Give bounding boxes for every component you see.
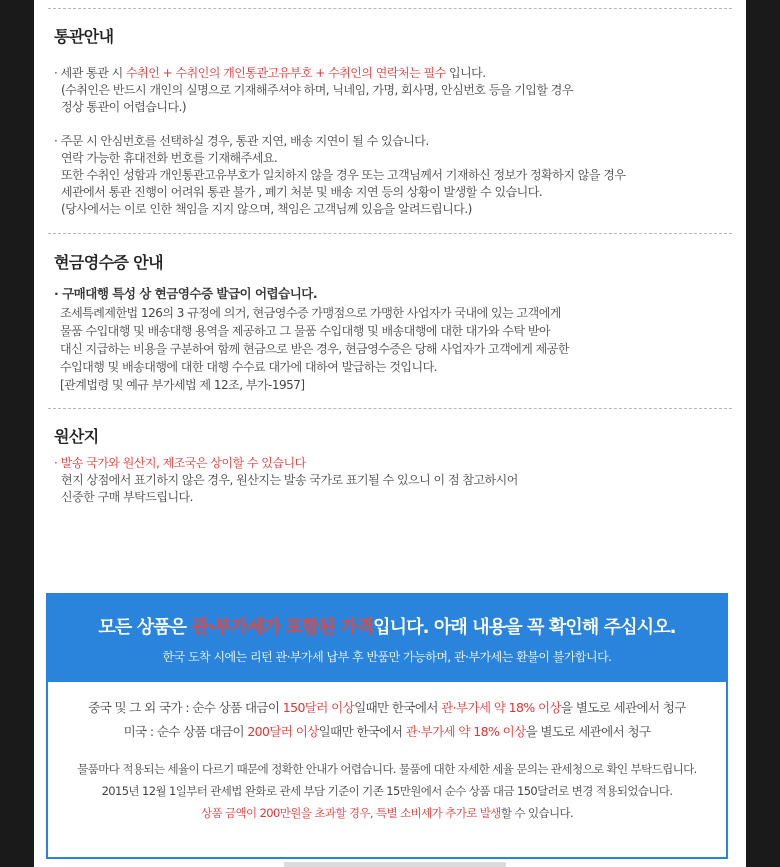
tax-notice-banner (46, 593, 728, 859)
origin-warning: · 발송 국가와 원산지, 제조국은 상이할 수 있습니다 (54, 456, 306, 470)
customs-para-2: · 주문 시 안심번호를 선택하실 경우, 통관 지연, 배송 지연이 될 수 있습니다. 연락 가능한 휴대전화 번호를 기재해주세요. 또한 수취인 성함과 개인통관고유부호가 일치하지 않을 경우 또는 고객님께서 기재하신 정보가 정확하지 않을 경우 세관에서 통관 진행이 어려워 통관 불가 , 폐기 처분 및 배송 지연 등의 상황이 발생할 수 있습니다. (당사에서는 이로 인한 책임을 지지 않으며, 책임은 고객님께 있음을 알려드립니다.) (54, 134, 626, 216)
divider (48, 233, 732, 234)
customs-para-1: · 세관 통관 시 수취인 + 수취인의 개인통관고유부호 + 수취인의 연락처는 필수 입니다. (수취인은 반드시 개인의 실명으로 기재해주셔야 하며, 닉네임, 가명, 회사명, 안심번호 등을 기입할 경우 정상 통관이 어렵습니다.) (54, 65, 726, 116)
banner-body (48, 682, 726, 824)
bottom-bar (284, 862, 506, 867)
customs-heading: 통관안내 (54, 27, 114, 46)
receipt-section (34, 250, 746, 394)
customs-required-line: · 세관 통관 시 수취인 + 수취인의 개인통관고유부호 + 수취인의 연락처는 필수 입니다. (54, 66, 486, 80)
receipt-heading: 현금영수증 안내 (54, 253, 163, 272)
china-tax-line: 중국 및 그 외 국가 : 순수 상품 대금이 150달러 이상일때만 한국에서 관·부가세 약 18% 이상을 별도로 세관에서 청구 (88, 700, 686, 715)
banner-subtitle: 한국 도착 시에는 리턴 관·부가세 납부 후 반품만 가능하며, 관·부가세는 환불이 불가합니다. (162, 650, 612, 664)
origin-heading: 원산지 (54, 427, 99, 446)
banner-title: 모든 상품은 관·부가세가 포함된 가격입니다. 아래 내용을 꼭 확인해 주십시오. (98, 617, 676, 638)
tax-included-highlight: 관·부가세가 포함된 가격 (191, 617, 374, 638)
customs-law-note: 2015년 12월 1일부터 관세법 완화로 관세 부담 기준이 기존 15만원에서 순수 상품 대금 150달러로 변경 적용되었습니다. (101, 784, 673, 798)
divider (48, 408, 732, 409)
receipt-body: · 구매대행 특성 상 현금영수증 발급이 어렵습니다. 조세특례제한법 126의 3 규정에 의거, 현금영수증 가맹점으로 가맹한 사업자가 국내에 있는 고객에게 물품 수입대행 및 배송대행 용역을 제공하고 그 물품 수입대행 및 배송대행에 대한 대가와 수탁 받아 대신 지급하는 비용을 구분하여 함께 현금으로 받은 경우, 현금영수증은 당해 사업자가 고객에게 제공한 수입대행 및 배송대행에 대한 대행 수수료 대가에 대하여 발급하는 것입니다. [관계법령 및 예규 부가세법 제 12조, 부가-1957] (54, 286, 569, 392)
origin-body: · 발송 국가와 원산지, 제조국은 상이할 수 있습니다 현지 상점에서 표기하지 않은 경우, 원산지는 발송 국가로 표기될 수 있으니 이 점 참고하시어 신중한 구매 부탁드립니다. (54, 455, 726, 506)
notice-page (34, 0, 746, 867)
usa-tax-line: 미국 : 순수 상품 대금이 200달러 이상일때만 한국에서 관·부가세 약 18% 이상을 별도로 세관에서 청구 (123, 724, 651, 739)
tax-rate-note: 물품마다 적용되는 세율이 다르기 때문에 정확한 안내가 어렵습니다. 물품에 대한 자세한 세율 문의는 관세청으로 확인 부탁드립니다. (77, 762, 697, 776)
origin-section (34, 424, 746, 506)
special-tax-note: 상품 금액이 200만원을 초과할 경우, 특별 소비세가 추가로 발생할 수 있습니다. (200, 806, 574, 820)
required-info-highlight: 수취인 + 수취인의 개인통관고유부호 + 수취인의 연락처는 필수 (126, 66, 446, 80)
banner-header (48, 595, 726, 682)
customs-section (34, 24, 746, 218)
divider (48, 8, 732, 9)
